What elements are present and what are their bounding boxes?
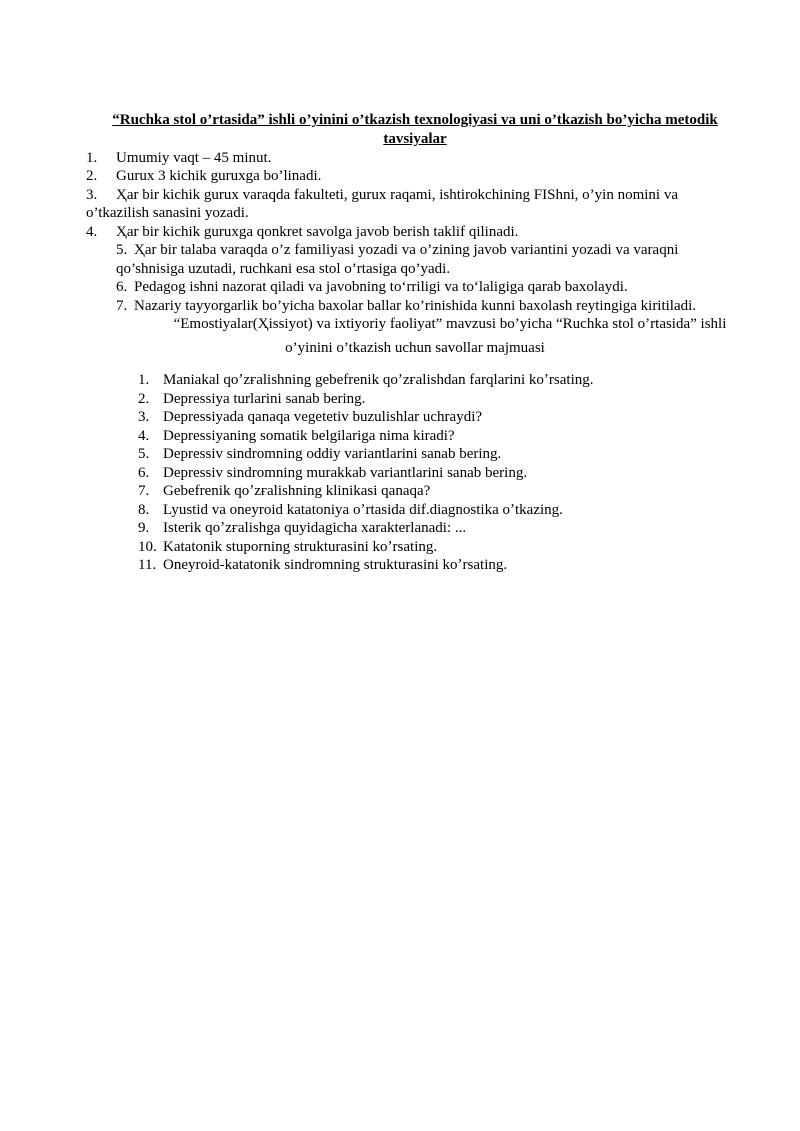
question-number: 5. [138, 446, 150, 462]
sub-step-number: 6. [116, 279, 128, 295]
step-text: Gurux 3 kichik guruxga bo’linadi. [116, 168, 322, 184]
step-number: 2. [86, 168, 98, 184]
question-text: Depressiv sindromning oddiy variantlarini sanab bering. [163, 446, 502, 462]
document-title [86, 111, 744, 148]
sub-step-text: Ҳar bir talaba varaqda o’z familiyasi yozadi va o’zining javob variantini yozadi va varaqni [134, 242, 679, 258]
questions-title-line-1: “Emostiyalar(Ҳissiyot) va ixtiyoriy faoliyat” mavzusi bo’yicha “Ruchka stol o’rtasida” ishli [173, 316, 727, 332]
question-number: 7. [138, 483, 150, 499]
step-number: 3. [86, 187, 98, 203]
list-item [116, 297, 696, 316]
question-number: 11. [138, 557, 157, 573]
sub-step-text-continuation: qo’shnisiga uzutadi, ruchkani esa stol o’rtasiga qo’yadi. [116, 261, 451, 277]
question-number: 10. [138, 539, 157, 555]
question-number: 6. [138, 465, 150, 481]
step-text: Ҳar bir kichik gurux varaqda fakulteti, gurux raqami, ishtirokchining FIShni, o’yin nomini va [116, 187, 678, 203]
question-number: 3. [138, 409, 150, 425]
question-text: Gebefrenik qoʼzғalishning klinikasi qanaqa? [163, 483, 431, 499]
questions-title-line-2: o’yinini o’tkazish uchun savollar majmuasi [285, 340, 545, 356]
sub-step-number: 5. [116, 242, 128, 258]
list-item [116, 278, 628, 297]
sub-step-text: Nazariy tayyorgarlik bo’yicha baxolar ballar ko’rinishida kunni baxolash reytingiga kiritiladi. [134, 298, 697, 314]
question-text: Maniakal qoʼzғalishning gebefrenik qoʼzғalishdan farqlarini koʼrsating. [163, 372, 594, 388]
question-text: Isterik qoʼzғalishga quyidagicha xarakterlanadi: ... [163, 520, 467, 536]
sub-step-number: 7. [116, 298, 128, 314]
question-text: Depressiya turlarini sanab bering. [163, 391, 366, 407]
question-text: Depressiyaning somatik belgilariga nima kiradi? [163, 428, 455, 444]
question-number: 4. [138, 428, 150, 444]
step-text: Umumiy vaqt – 45 minut. [116, 150, 272, 166]
sub-step-text: Pedagog ishni nazorat qiladi va javobning toʻrriligi va toʻlaligiga qarab baxolaydi. [134, 279, 628, 295]
question-text: Depressiyada qanaqa vegetetiv buzulishlar uchraydi? [163, 409, 483, 425]
step-text-continuation: o’tkazilish sanasini yozadi. [86, 205, 249, 221]
document-title-line-1: “Ruchka stol o’rtasida” ishli o’yinini o’tkazish texnologiyasi va uni o’tkazish bo’yicha metodik [112, 112, 718, 128]
step-number: 4. [86, 224, 98, 240]
list-item [116, 241, 678, 260]
step-number: 1. [86, 150, 98, 166]
question-text: Depressiv sindromning murakkab variantlarini sanab bering. [163, 465, 528, 481]
question-number: 8. [138, 502, 150, 518]
question-number: 1. [138, 372, 150, 388]
question-text: Katatonik stuporning strukturasini koʼrsating. [163, 539, 438, 555]
question-text: Oneyroid-katatonik sindromning strukturasini koʼrsating. [163, 557, 508, 573]
document-title-line-2: tavsiyalar [383, 130, 447, 147]
question-number: 2. [138, 391, 150, 407]
question-text: Lyustid va oneyroid katatoniya oʼrtasida dif.diagnostika oʼtkazing. [163, 502, 563, 518]
step-text: Ҳar bir kichik guruxga qonkret savolga javob berish taklif qilinadi. [116, 224, 519, 240]
question-number: 9. [138, 520, 150, 536]
